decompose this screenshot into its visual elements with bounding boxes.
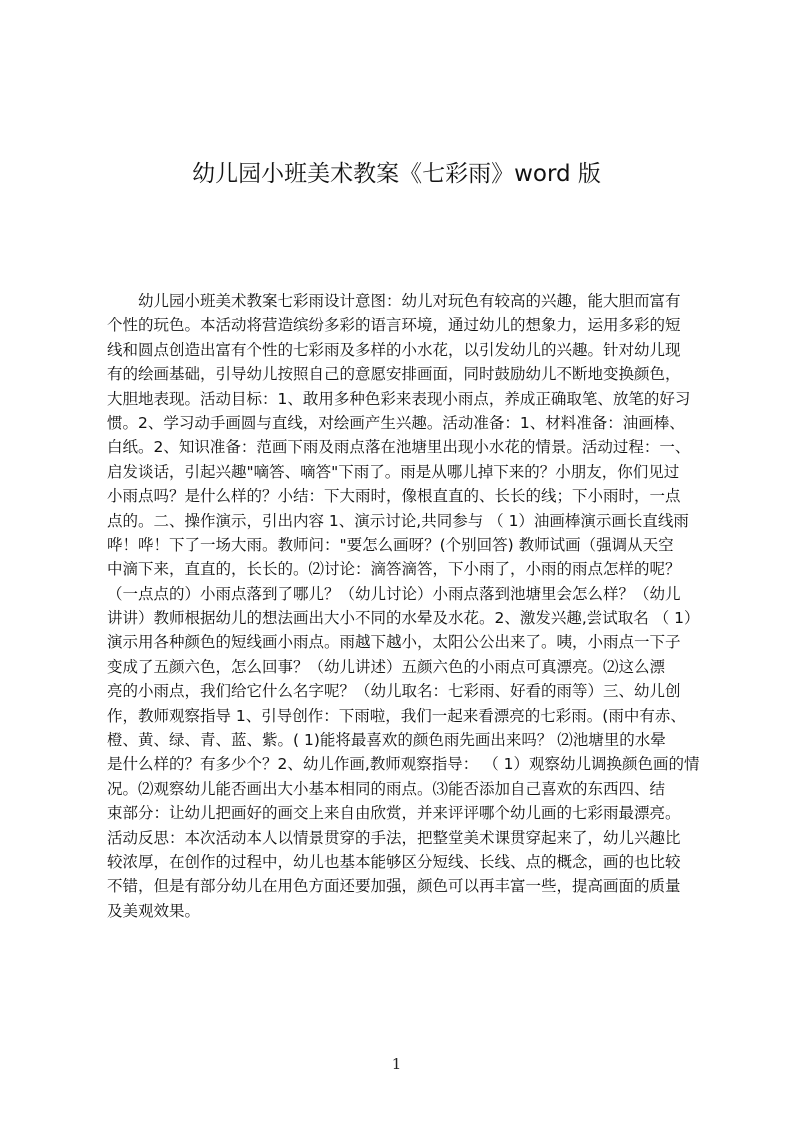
body-line: 小雨点吗？是什么样的？小结：下大雨时，像根直直的、长长的线；下小雨时，一点 [107,487,681,506]
body-line: 幼儿园小班美术教案七彩雨设计意图：幼儿对玩色有较高的兴趣，能大胆而富有 [107,292,681,310]
body-line: 束部分：让幼儿把画好的画交上来自由欣赏，并来评评哪个幼儿画的七彩雨最漂亮。 [107,804,681,823]
page-number: 1 [391,1055,402,1073]
body-line: 况。⑵观察幼儿能否画出大小基本相同的雨点。⑶能否添加自己喜欢的东西四、结 [107,779,666,798]
body-line: 惯。2、学习动手画圆与直线，对绘画产生兴趣。活动准备：1、材料准备：油画棒、 [107,413,685,432]
body-line: 较浓厚，在创作的过程中，幼儿也基本能够区分短线、长线、点的概念，画的也比较 [107,852,681,871]
body-line: 变成了五颜六色，怎么回事？（幼儿讲述）五颜六色的小雨点可真漂亮。⑵这么漂 [107,657,666,676]
body-line: 及美观效果。 [107,901,201,920]
body-line: （一点点的）小雨点落到了哪儿？（幼儿讨论）小雨点落到池塘里会怎么样？（幼儿 [107,584,681,603]
body-line: 线和圆点创造出富有个性的七彩雨及多样的小水花，以引发幼儿的兴趣。针对幼儿现 [107,340,681,359]
document-body [107,289,700,923]
document-title: 幼儿园小班美术教案《七彩雨》word 版 [192,161,601,188]
body-line: 中滴下来，直直的，长长的。⑵讨论：滴答滴答，下小雨了，小雨的雨点怎样的呢？ [107,560,681,579]
body-line: 启发谈话，引起兴趣"嘀答、嘀答"下雨了。雨是从哪儿掉下来的？小朋友，你们见过 [107,462,680,481]
body-line: 是什么样的？有多少个？2、幼儿作画,教师观察指导： （ 1）观察幼儿调换颜色画的情 [107,755,700,774]
body-line: 哗！哗！下了一场大雨。教师问："要怎么画呀？(个别回答) 教师试画（强调从天空 [107,535,674,554]
body-line: 个性的玩色。本活动将营造缤纷多彩的语言环境，通过幼儿的想象力，运用多彩的短 [107,316,681,335]
body-line: 大胆地表现。活动目标：1、敢用多种色彩来表现小雨点，养成正确取笔、放笔的好习 [107,389,691,408]
body-line: 作，教师观察指导 1、引导创作：下雨啦，我们一起来看漂亮的七彩雨。(雨中有赤、 [107,706,686,725]
body-line: 不错，但是有部分幼儿在用色方面还要加强，颜色可以再丰富一些，提高画面的质量 [107,877,681,896]
body-line: 演示用各种颜色的短线画小雨点。雨越下越小，太阳公公出来了。咦，小雨点一下子 [107,633,681,652]
body-line: 点的。二、操作演示，引出内容 1、演示讨论,共同参与 （ 1）油画棒演示画长直线雨 [107,511,689,530]
body-line: 活动反思：本次活动本人以情景贯穿的手法，把整堂美术课贯穿起来了，幼儿兴趣比 [107,828,681,847]
body-line: 橙、黄、绿、青、蓝、紫。( 1)能将最喜欢的颜色雨先画出来吗？ ⑵池塘里的水晕 [107,731,666,750]
body-line: 亮的小雨点，我们给它什么名字呢？（幼儿取名：七彩雨、好看的雨等）三、幼儿创 [107,682,681,701]
body-line: 讲讲）教师根据幼儿的想法画出大小不同的水晕及水花。2、激发兴趣,尝试取名 （ 1） [107,609,700,628]
body-line: 白纸。2、知识准备：范画下雨及雨点落在池塘里出现小水花的情景。活动过程：一、 [107,438,691,457]
body-line: 有的绘画基础，引导幼儿按照自己的意愿安排画面，同时鼓励幼儿不断地变换颜色， [107,365,681,384]
